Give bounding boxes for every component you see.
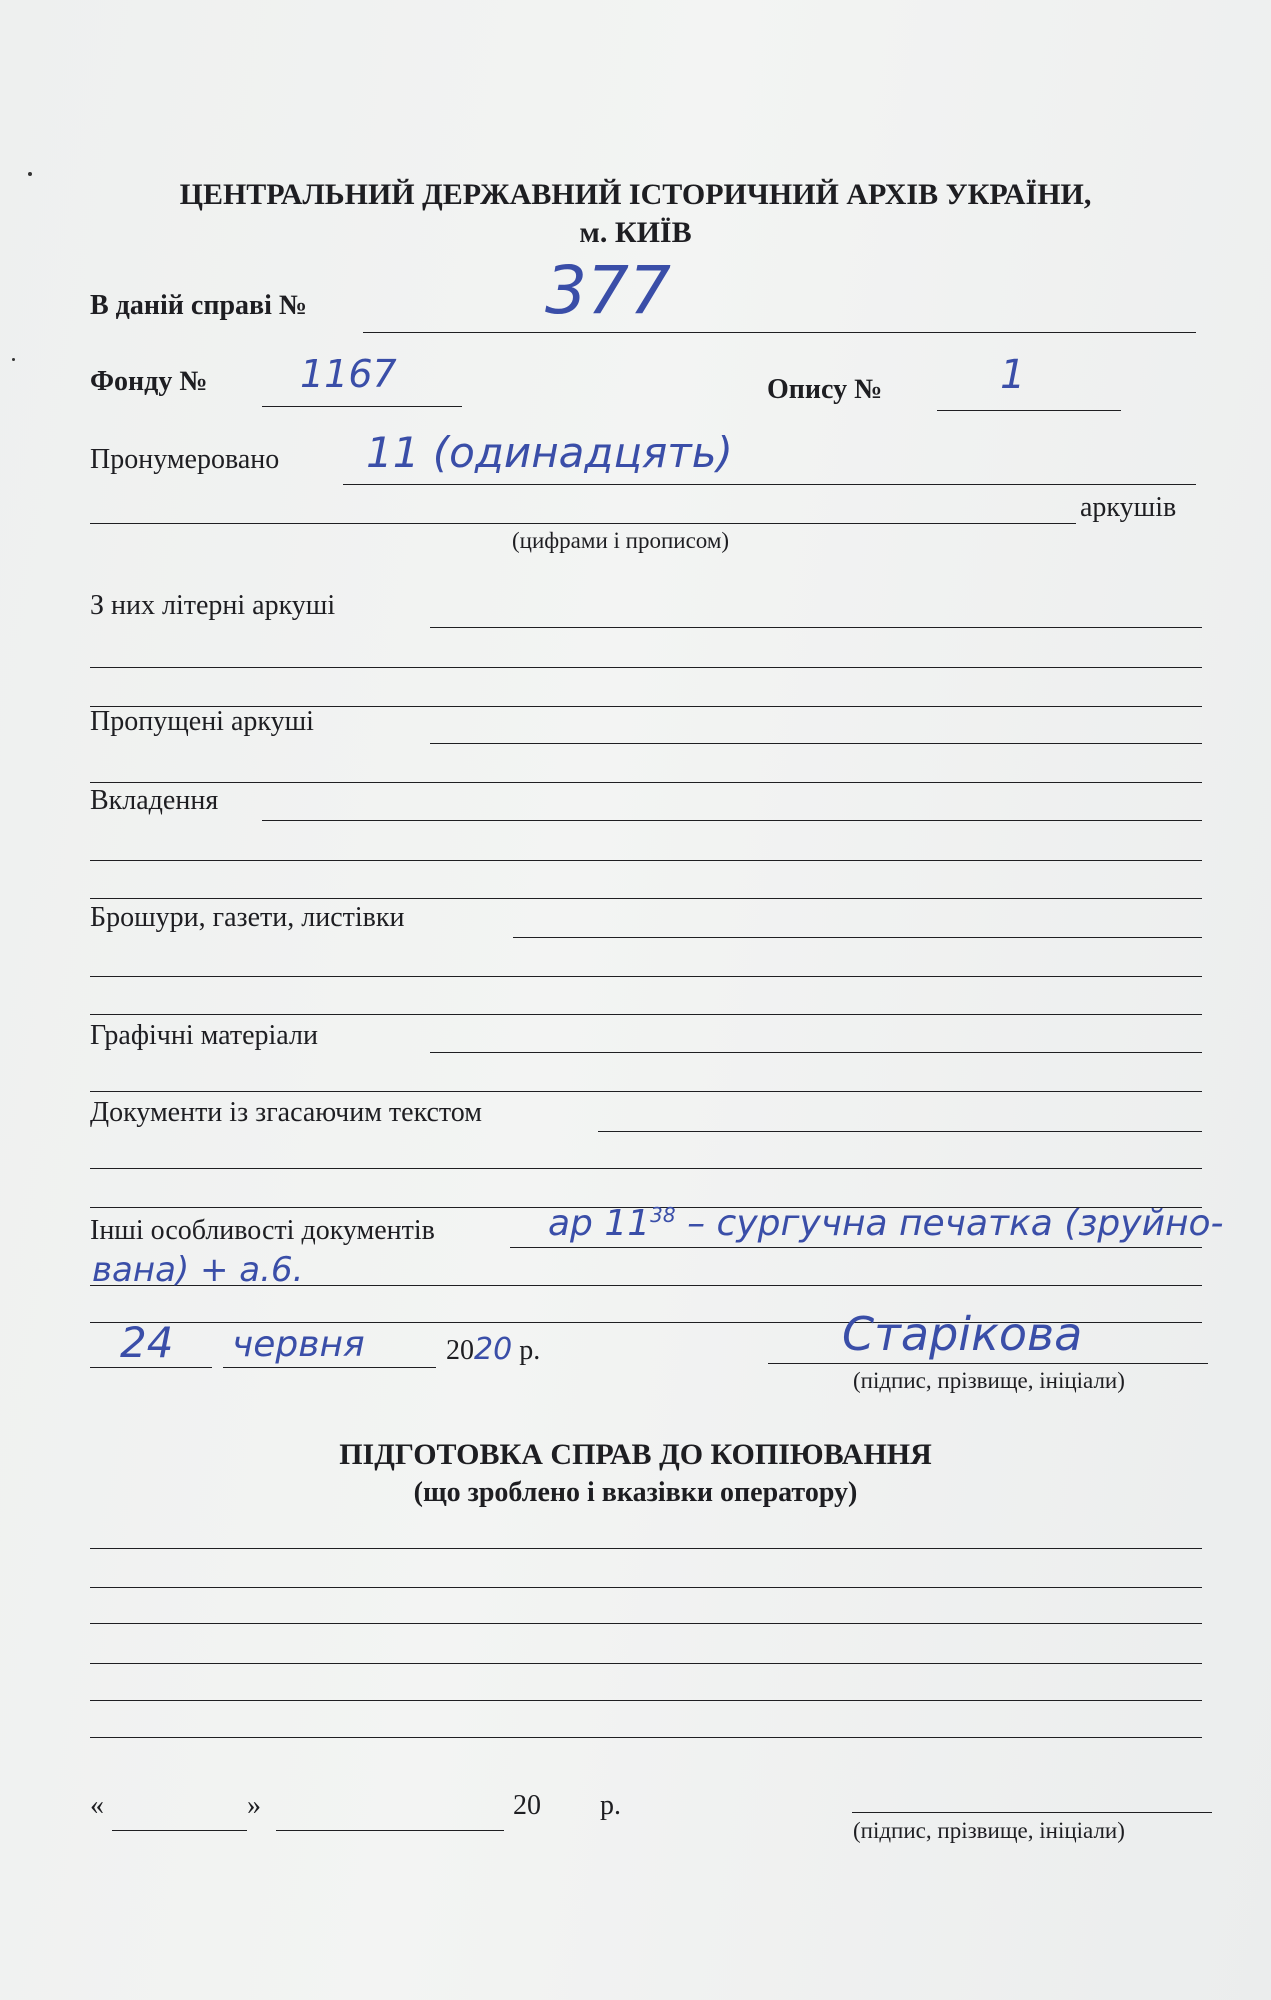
signature1-name: Старікова: [842, 1307, 1083, 1361]
archive-city: м. КИЇВ: [579, 216, 692, 249]
prep-line-2: [90, 1587, 1202, 1588]
attachments-label: Вкладення: [90, 785, 219, 816]
date2-open-quote: «: [90, 1790, 104, 1821]
fading-line-2: [90, 1168, 1202, 1169]
scan-speck: [12, 358, 15, 361]
missing-sheets-line-1: [430, 743, 1202, 744]
signature2-caption: (підпис, прізвище, ініціали): [853, 1818, 1125, 1843]
numbered-line-2: [90, 523, 1076, 524]
graphic-line-2: [90, 1091, 1202, 1092]
other-value-sup: 38: [650, 1203, 676, 1227]
date1-month-line: [223, 1367, 436, 1368]
case-number-line: [363, 332, 1196, 333]
other-value-text: – сургучна печатка (зруйно-: [687, 1203, 1224, 1244]
fading-label: Документи із згасаючим текстом: [90, 1097, 482, 1128]
signature1-line: [768, 1363, 1208, 1364]
date1-year-prefix: 20: [446, 1335, 474, 1366]
opys-label: Опису №: [767, 374, 883, 405]
opys-value: 1: [1000, 352, 1026, 398]
numbered-line-1: [343, 484, 1196, 485]
missing-sheets-label: Пропущені аркуші: [90, 706, 314, 737]
numbered-suffix: аркушів: [1080, 492, 1177, 523]
signature1-caption: (підпис, прізвище, ініціали): [853, 1368, 1125, 1393]
other-value-line1: [548, 1203, 1224, 1244]
case-number-value: 377: [545, 252, 671, 329]
prep-title: ПІДГОТОВКА СПРАВ ДО КОПІЮВАННЯ: [339, 1438, 932, 1471]
other-value-code: ар 11: [548, 1203, 651, 1244]
other-value-line2: вана) + a.6.: [92, 1250, 304, 1290]
attachments-line-1: [262, 820, 1202, 821]
prep-line-1: [90, 1548, 1202, 1549]
date1-month: червня: [232, 1324, 365, 1365]
date2-month-line: [276, 1830, 504, 1831]
prep-line-4: [90, 1663, 1202, 1664]
fond-label: Фонду №: [90, 366, 208, 397]
brochures-label: Брошури, газети, листівки: [90, 902, 405, 933]
literal-sheets-line-2: [90, 667, 1202, 668]
date2-day-line: [112, 1830, 247, 1831]
attachments-line-3: [90, 898, 1202, 899]
signature2-line: [852, 1812, 1212, 1813]
brochures-line-2: [90, 976, 1202, 977]
brochures-line-1: [513, 937, 1202, 938]
prep-line-5: [90, 1700, 1202, 1701]
prep-line-6: [90, 1737, 1202, 1738]
date1-year: [446, 1332, 540, 1367]
graphic-label: Графічні матеріали: [90, 1020, 318, 1051]
scan-speck: [28, 172, 32, 176]
numbered-value: 11 (одинадцять): [366, 428, 733, 477]
opys-line: [937, 410, 1121, 411]
graphic-line-1: [430, 1052, 1202, 1053]
literal-sheets-line-1: [430, 627, 1202, 628]
archive-title: ЦЕНТРАЛЬНИЙ ДЕРЖАВНИЙ ІСТОРИЧНИЙ АРХІВ УКРАЇНИ,: [179, 178, 1092, 211]
date1-day-line: [90, 1367, 212, 1368]
prep-line-3: [90, 1623, 1202, 1624]
date2-year-prefix: 20: [513, 1790, 541, 1821]
date1-day: 24: [120, 1318, 174, 1367]
other-line-1: [510, 1247, 1202, 1248]
attachments-line-2: [90, 860, 1202, 861]
missing-sheets-line-2: [90, 782, 1202, 783]
prep-subtitle: (що зроблено і вказівки оператору): [413, 1477, 858, 1508]
fading-line-1: [598, 1131, 1202, 1132]
date2-close-quote: »: [247, 1790, 261, 1821]
case-number-label: В даній справі №: [90, 290, 308, 321]
literal-sheets-label: З них літерні аркуші: [90, 590, 336, 621]
numbered-label: Пронумеровано: [90, 444, 280, 475]
fond-value: 1167: [300, 352, 397, 396]
brochures-line-3: [90, 1014, 1202, 1015]
date2-year-suffix: р.: [600, 1790, 621, 1821]
date1-year-suffix: р.: [519, 1335, 541, 1366]
fond-line: [262, 406, 462, 407]
date1-year-handwritten: 20: [474, 1332, 513, 1367]
other-label: Інші особливості документів: [90, 1215, 435, 1246]
numbered-hint: (цифрами і прописом): [512, 528, 730, 553]
